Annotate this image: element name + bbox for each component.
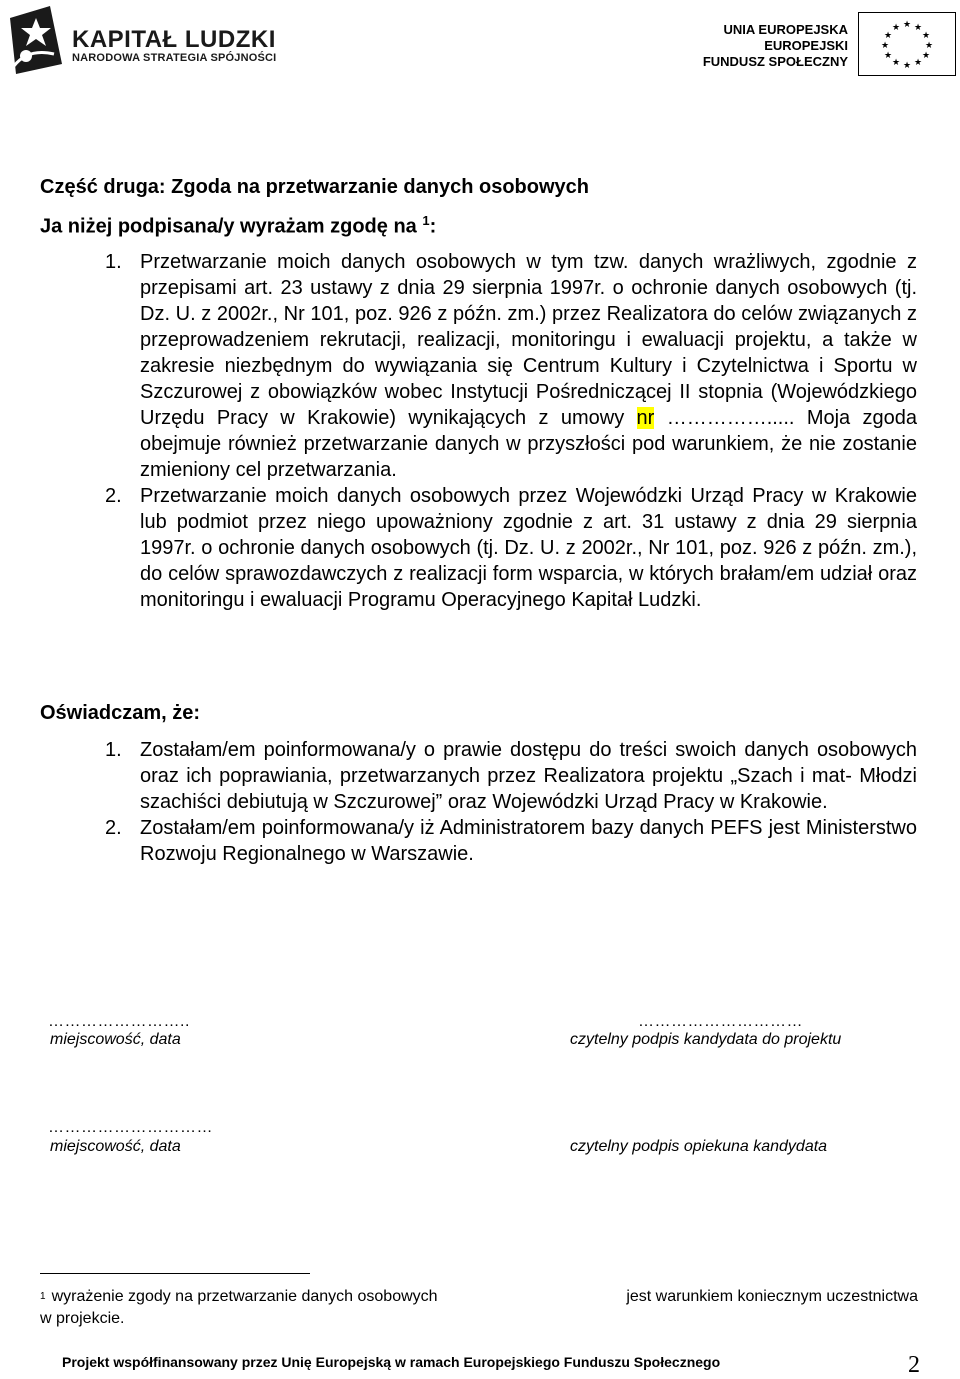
logo-subtitle: NARODOWA STRATEGIA SPÓJNOŚCI xyxy=(72,52,277,64)
svg-text:★: ★ xyxy=(913,23,923,33)
page-number: 2 xyxy=(908,1352,920,1378)
signature-dots-place-date-1: …………………….. xyxy=(48,1013,190,1030)
footnote-marker: 1 xyxy=(40,1291,46,1302)
declaration-list xyxy=(105,737,917,867)
highlighted-text: nr xyxy=(636,407,655,429)
list-item: 2. Zostałam/em poinformowana/y iż Administratorem bazy danych PEFS jest Ministerstwo Rozwoju Regionalnego w Warszawie. xyxy=(105,817,917,865)
list-item: 1. Przetwarzanie moich danych osobowych w tym tzw. danych wrażliwych, zgodnie z przepisami art. 23 ustawy z dnia 29 sierpnia 1997r. o ochronie danych osobowych (tj. Dz. U. z 2002r., Nr 101, poz. 926 z późn. zm.) przez Realizatora do celów związanych z przeprowadzeniem rekrutacji, realizacji, monitoringu i ewaluacji projektu, a także w zakresie niezbędnym do wywiązania się Centrum Kultury i Czytelnictwa i Sportu w Szczurowej z obowiązków wobec Instytucji Pośredniczącej II stopnia (Wojewódzkiego Urzędu Pracy w Krakowie) wynikających z umowy nr ……………..... Moja zgoda obejmuje również przetwarzanie danych w przyszłości pod warunkiem, że nie zostanie zmieniony cel przetwarzania. xyxy=(105,251,918,481)
declaration-title: Oświadczam, że: xyxy=(40,702,201,724)
eu-label-line2: EUROPEJSKI xyxy=(764,38,848,53)
label-guardian-signature: czytelny podpis opiekuna kandydata xyxy=(570,1138,828,1155)
logo-title: KAPITAŁ LUDZKI xyxy=(72,26,276,53)
consent-list xyxy=(105,249,917,613)
svg-text:★: ★ xyxy=(891,23,901,33)
svg-text:★: ★ xyxy=(913,58,923,68)
list-item: 1. Zostałam/em poinformowana/y o prawie dostępu do treści swoich danych osobowych oraz ich poprawiania, przetwarzanych przez Realizatora projektu „Szach i mat- Młodzi szachiści debiutują w Szczurowej” oraz Wojewódzki Urząd Pracy w Krakowie. xyxy=(105,739,917,813)
eu-label-line3: FUNDUSZ SPOŁECZNY xyxy=(702,54,848,69)
svg-text:★: ★ xyxy=(921,31,931,41)
consent-intro: Ja niżej podpisana/y wyrażam zgodę na $^1$: xyxy=(40,213,437,238)
footnote: $^1$ wyrażenie zgody na przetwarzanie danych osobowych jest warunkiem koniecznym uczestnictwa w projekcie. xyxy=(40,1288,918,1327)
label-candidate-signature: czytelny podpis kandydata do projektu xyxy=(570,1031,842,1048)
svg-text:★: ★ xyxy=(902,61,912,71)
label-place-date-1: miejscowość, data xyxy=(50,1031,181,1048)
section-title: Część druga: Zgoda na przetwarzanie danych osobowych xyxy=(40,176,589,198)
kapital-ludzki-logo xyxy=(6,4,66,76)
footnote-divider xyxy=(40,1273,310,1274)
signature-dots-place-date-2: ………………………… xyxy=(48,1119,213,1136)
footnote-ref: 1 xyxy=(422,213,430,228)
list-item: 2. Przetwarzanie moich danych osobowych przez Wojewódzki Urząd Pracy w Krakowie lub podmiot przez niego upoważniony zgodnie z art. 31 ustawy z dnia 29 sierpnia 1997r. o ochronie danych osobowych (tj. Dz. U. z 2002r., Nr 101, poz. 926 z późn. zm.), do celów sprawozdawczych z realizacji form wsparcia, w których brałam/em udział oraz monitoringu i ewaluacji Programu Operacyjnego Kapitał Ludzki. xyxy=(105,485,917,611)
svg-text:★: ★ xyxy=(883,51,893,61)
svg-text:★: ★ xyxy=(902,20,912,30)
svg-text:★: ★ xyxy=(891,58,901,68)
svg-text:★: ★ xyxy=(924,41,934,51)
eu-flag-icon xyxy=(858,12,956,76)
footer-text: Projekt współfinansowany przez Unię Europejską w ramach Europejskiego Funduszu Społecznego xyxy=(62,1354,721,1370)
svg-text:★: ★ xyxy=(880,41,890,51)
svg-text:★: ★ xyxy=(883,31,893,41)
signature-dots-candidate: ………………………… xyxy=(638,1013,803,1030)
svg-text:★: ★ xyxy=(921,51,931,61)
eu-label-line1: UNIA EUROPEJSKA xyxy=(723,22,848,37)
label-place-date-2: miejscowość, data xyxy=(50,1138,181,1155)
